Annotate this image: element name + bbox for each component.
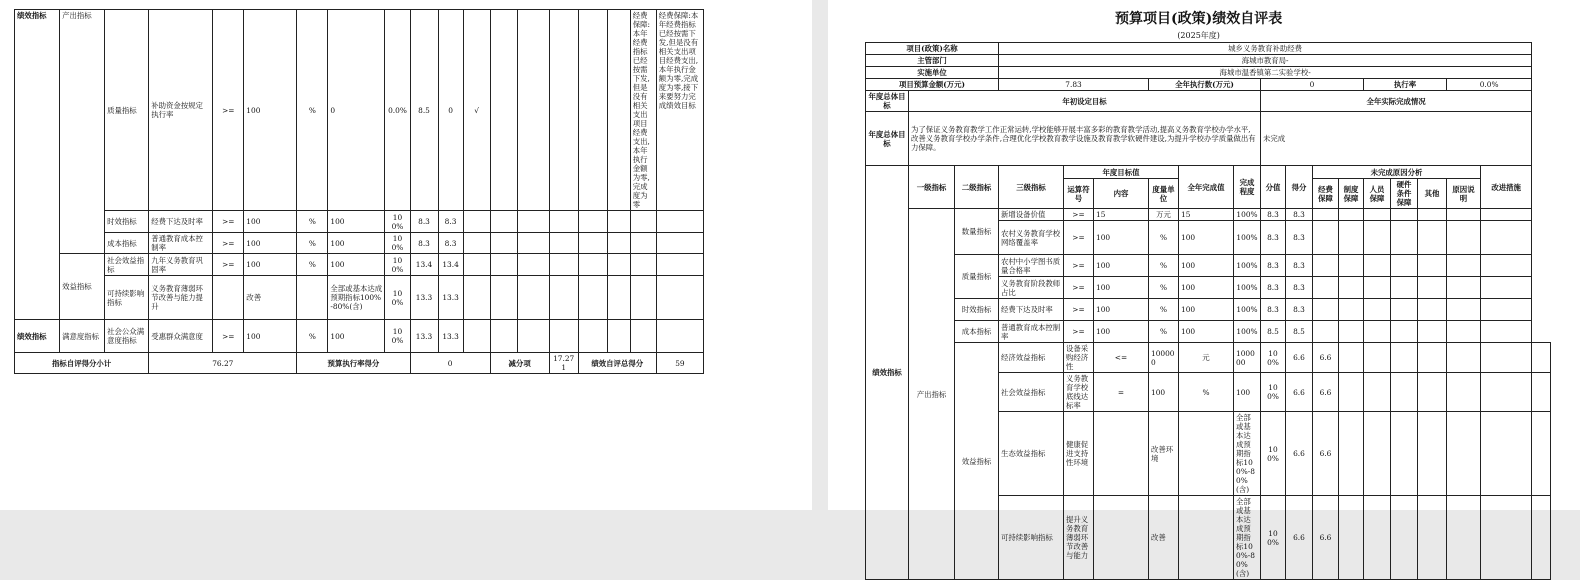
got-cell: 13.3 [438,276,463,320]
got-cell: 8.3 [1286,209,1313,221]
content-cell: 100 [1094,221,1149,255]
r9-l3: 健康促进支持性环境 [1064,412,1094,496]
rate-cell: 100% [1261,373,1286,412]
actual-cell: 全部或基本达成预期指标100%-80%(含) [1234,496,1261,580]
h-r6: 原因说明 [1447,179,1481,209]
op-cell: >= [213,320,244,353]
measure-cell: 经费保障:本年经费指标已经按需下发,但是没有相关支出项目经费支出,本年执行金额为零,完成度为零,接下来要努力完成绩效目标 [656,10,703,211]
l2-benefit-cell: 效益指标 [60,254,105,320]
sus-l2-cell: 可持续影响指标 [999,496,1064,580]
actual-cell: 100 [1179,299,1234,321]
exec-amount-value: 0 [1261,79,1364,91]
unit-cell: % [1179,373,1234,412]
got-cell: 8.3 [438,233,463,254]
t-l3-cell: 经费下达及时率 [149,211,213,233]
op-cell: = [1094,373,1149,412]
check-cell: √ [463,10,490,211]
right-page [828,0,1580,578]
got-cell: 6.6 [1313,496,1339,580]
score-cell: 8.5 [410,10,438,211]
r7-l3: 设备采购经济性 [1064,343,1094,373]
score-cell: 8.3 [1261,255,1286,277]
score-cell: 8.3 [1261,299,1286,321]
r3-l3: 农村中小学图书质量合格率 [999,255,1064,277]
rate-cell: 100% [385,320,410,353]
op-cell: >= [1064,255,1094,277]
q-l2-cell: 质量指标 [105,10,149,211]
got-cell: 6.6 [1313,412,1339,496]
op-cell: >= [1064,221,1094,255]
h-measure: 改进措施 [1481,166,1532,209]
got-cell: 8.3 [1286,255,1313,277]
h-r5: 其他 [1418,179,1447,209]
goal-label: 年度总体目标 [866,112,909,166]
actual-cell: 100 [328,320,385,353]
score-cell: 6.6 [1286,373,1313,412]
h-score: 分值 [1261,166,1286,209]
rate-cell: 100% [385,233,410,254]
op-cell: >= [1064,277,1094,299]
soc-l3-cell: 九年义务教育巩固率 [149,254,213,276]
actual-cell: 全部或基本达成预期指标100%-80%(含) [1234,412,1261,496]
unit-cell: % [297,320,328,353]
score-cell: 13.3 [410,276,438,320]
total-label: 绩效自评总得分 [578,353,656,374]
unit-cell: 元 [1179,343,1234,373]
rate-cell: 100% [1261,496,1286,580]
t-l2-cell: 时效指标 [955,299,999,321]
h-r4: 硬件条件保障 [1391,179,1418,209]
sus-l3-cell: 义务教育薄弱环节改善与能力提升 [149,276,213,320]
unit-cell: % [1149,299,1179,321]
goal-text: 为了保证义务教育教学工作正常运转,学校能够开展丰富多彩的教育教学活动,提高义务教育学校办学水平,改善义务教育学校办学条件,合理优化学校教育教学设施及教育教学软硬件建设,为提升学校办学质量做出有力保障。 [909,112,1261,166]
env-l2-cell: 生态效益指标 [999,412,1064,496]
r2-l3: 农村义务教育学校网络覆盖率 [999,221,1064,255]
score-cell: 6.6 [1286,343,1313,373]
exec-amount-label: 全年执行数(万元) [1149,79,1261,91]
got-cell: 13.4 [438,254,463,276]
got-cell: 8.5 [1286,321,1313,343]
reason-cell: 经费保障:本年经费指标已经按需下发,但是没有相关支出项目经费支出,本年执行金额为零,完成度为零 [630,10,656,211]
deduct-label: 减分项 [490,353,549,374]
r10-l3: 提升义务教育薄弱环节改善与能力 [1064,496,1094,580]
form-title: 预算项目(政策)绩效自评表 [1115,11,1283,27]
left-indicator-table [14,9,704,374]
actual-cell: 15 [1179,209,1234,221]
got-cell: 8.3 [438,211,463,233]
got-cell: 8.3 [1286,299,1313,321]
unit-cell: % [1149,255,1179,277]
unit-cell: % [297,10,328,211]
budget-label: 项目预算金额(万元) [866,79,999,91]
project-value: 城乡义务教育补助经费 [999,43,1532,55]
c-l2-cell: 成本指标 [105,233,149,254]
score-cell: 8.3 [410,211,438,233]
r5-l3: 经费下达及时率 [999,299,1064,321]
q-l3-cell: 补助资金按规定执行率 [149,10,213,211]
content-cell: 100 [1094,299,1149,321]
op-cell: >= [1064,321,1094,343]
l1-cell: 绩效指标 [15,320,60,353]
sus-l2-cell: 可持续影响指标 [105,276,149,320]
score-cell: 8.3 [410,233,438,254]
c-l3-cell: 普通教育成本控制率 [149,233,213,254]
sat-l3-cell: 受惠群众满意度 [149,320,213,353]
score-cell: 13.4 [410,254,438,276]
h-target: 年度目标值 [1064,166,1179,179]
content-cell: 100 [244,211,297,233]
unit-cell: % [297,254,328,276]
unit-cell: 万元 [1149,209,1179,221]
dept-label: 主管部门 [866,55,999,67]
unit-label: 实施单位 [866,67,999,79]
sat-l2-cell: 满意度指标 [60,320,105,353]
right-evaluation-table [865,9,1551,580]
actual-cell: 100 [328,254,385,276]
unit-cell: % [1149,277,1179,299]
actual-cell: 100 [1179,277,1234,299]
rate-cell: 100% [385,211,410,233]
unit-cell: % [1149,221,1179,255]
rate-cell: 100% [1234,255,1261,277]
h-l3: 三级指标 [999,166,1064,209]
r8-l3: 义务教育学校底线达标率 [1064,373,1094,412]
sat-sub-cell: 社会公众满意度指标 [105,320,149,353]
unit-cell: % [297,211,328,233]
op-cell: >= [213,211,244,233]
actual-cell: 全部或基本达成预期指标100%-80%(含) [328,276,385,320]
got-cell: 6.6 [1313,373,1339,412]
got-cell: 6.6 [1313,343,1339,373]
actual-cell: 100 [1234,373,1261,412]
goal-actual-header: 全年实际完成情况 [1261,91,1532,112]
actual-cell: 100 [1179,221,1234,255]
h-unit: 度量单位 [1149,179,1179,209]
score-cell: 8.3 [1261,209,1286,221]
q-l2-cell: 质量指标 [955,255,999,299]
rate-cell: 100% [1234,299,1261,321]
budget-score-value: 0 [410,353,490,374]
goal-status: 未完成 [1261,112,1532,166]
score-cell: 6.6 [1286,496,1313,580]
h-content: 内容 [1094,179,1149,209]
rate-cell: 100% [385,254,410,276]
t-l2-cell: 时效指标 [105,211,149,233]
soc-l2-cell: 社会效益指标 [999,373,1064,412]
rate-cell: 100% [1234,221,1261,255]
subtotal-value: 76.27 [149,353,297,374]
exec-rate-value: 0.0% [1447,79,1532,91]
content-cell: 100 [1094,277,1149,299]
deduct-value: 17.271 [549,353,578,374]
content-cell: 100 [244,320,297,353]
c-l2-cell: 成本指标 [955,321,999,343]
content-cell: 改善 [244,276,297,320]
actual-cell: 100 [328,233,385,254]
dept-value: 海城市教育局- [999,55,1532,67]
actual-cell: 100000 [1234,343,1261,373]
op-cell: <= [1094,343,1149,373]
content-cell: 改善 [1149,496,1179,580]
op-cell: >= [213,10,244,211]
h-rate: 完成程度 [1234,166,1261,209]
score-cell: 8.5 [1261,321,1286,343]
budget-value: 7.83 [999,79,1149,91]
h-l1: 一级指标 [909,166,955,209]
rate-cell: 100% [1234,209,1261,221]
content-cell: 100 [1094,255,1149,277]
qty-l2-cell: 数量指标 [955,209,999,255]
h-op: 运算符号 [1064,179,1094,209]
goal-label: 年度总体目标 [866,91,909,112]
content-cell: 100 [244,254,297,276]
score-cell: 6.6 [1286,412,1313,496]
actual-cell: 100 [1179,321,1234,343]
rate-cell: 0.0% [385,10,410,211]
content-cell: 100 [244,10,297,211]
rate-cell: 100% [1261,412,1286,496]
project-label: 项目(政策)名称 [866,43,999,55]
h-r1: 经费保障 [1313,179,1339,209]
op-cell: >= [1064,209,1094,221]
r4-l3: 义务教育阶段教师占比 [999,277,1064,299]
exec-rate-label: 执行率 [1364,79,1447,91]
content-cell: 改善环境 [1149,412,1179,496]
got-cell: 8.3 [1286,277,1313,299]
actual-cell: 0 [328,10,385,211]
h-r3: 人员保障 [1364,179,1391,209]
subtotal-label: 指标自评得分小计 [15,353,149,374]
got-cell: 8.3 [1286,221,1313,255]
content-cell: 15 [1094,209,1149,221]
content-cell: 100000 [1149,343,1179,373]
got-cell: 0 [438,10,463,211]
op-cell: >= [213,254,244,276]
h-got: 得分 [1286,166,1313,209]
h-l2: 二级指标 [955,166,999,209]
actual-cell: 100 [1179,255,1234,277]
op-cell: >= [1064,299,1094,321]
left-page [0,0,812,510]
total-value: 59 [656,353,703,374]
eco-l2-cell: 经济效益指标 [999,343,1064,373]
r1-l3: 新增设备价值 [999,209,1064,221]
l2-output-cell: 产出指标 [909,209,955,580]
unit-cell: % [297,233,328,254]
budget-score-label: 预算执行率得分 [297,353,410,374]
content-cell: 100 [1149,373,1179,412]
content-cell: 100 [1094,321,1149,343]
rate-cell: 100% [385,276,410,320]
actual-cell: 100 [328,211,385,233]
h-reason: 未完成原因分析 [1313,166,1481,179]
got-cell: 13.3 [438,320,463,353]
r6-l3: 普通教育成本控制率 [999,321,1064,343]
h-r2: 制度保障 [1339,179,1364,209]
op-cell: >= [213,233,244,254]
unit-value: 海城市温香镇第二实验学校- [999,67,1532,79]
soc-l2-cell: 社会效益指标 [105,254,149,276]
rate-cell: 100% [1234,277,1261,299]
l2-output-cell: 产出指标 [60,10,105,254]
form-year: (2025年度) [1177,31,1220,40]
content-cell: 100 [244,233,297,254]
rate-cell: 100% [1261,343,1286,373]
score-cell: 13.3 [410,320,438,353]
goal-plan-header: 年初设定目标 [909,91,1261,112]
h-actual: 全年完成值 [1179,166,1234,209]
rate-cell: 100% [1234,321,1261,343]
score-cell: 8.3 [1261,221,1286,255]
unit-cell: % [1149,321,1179,343]
l2-benefit-cell: 效益指标 [955,343,999,580]
score-cell: 8.3 [1261,277,1286,299]
l1-cell: 绩效指标 [15,10,60,320]
l1-cell: 绩效指标 [866,166,909,580]
